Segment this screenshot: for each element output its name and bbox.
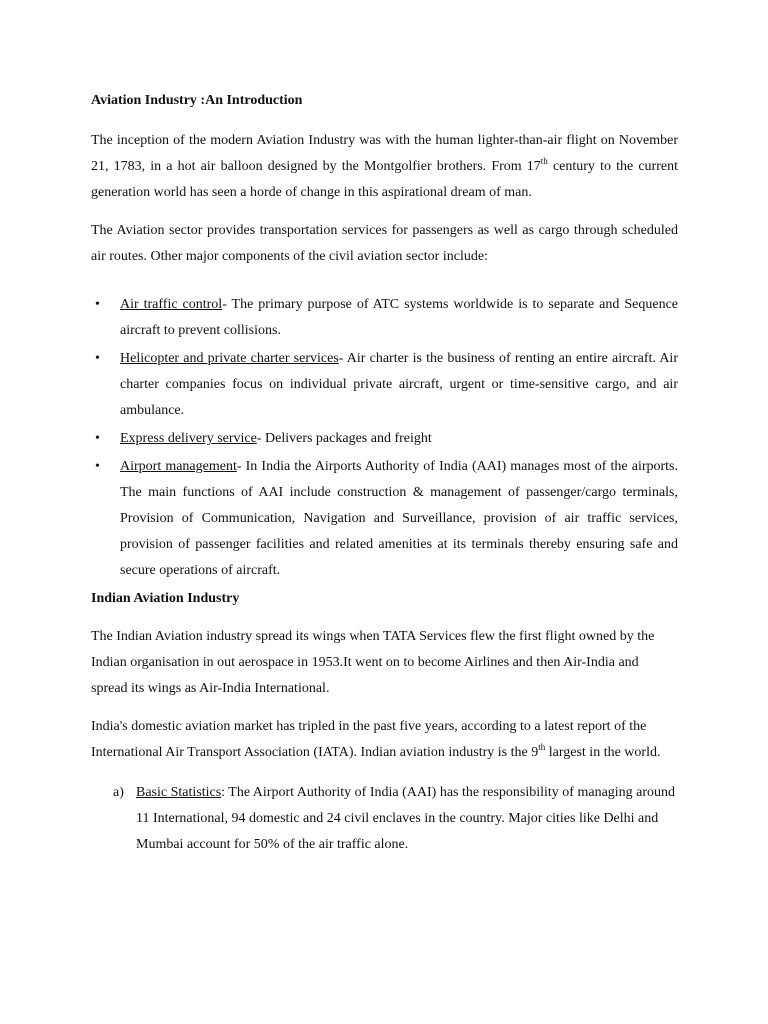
description-express-delivery: - Delivers packages and freight bbox=[256, 431, 432, 446]
intro-paragraph bbox=[91, 128, 678, 206]
domestic-market-paragraph bbox=[91, 714, 678, 766]
section-heading-indian-aviation: Indian Aviation Industry bbox=[91, 591, 240, 606]
document-body bbox=[91, 88, 678, 858]
description-air-traffic-control: - The primary purpose of ATC systems worldwide is to separate and Sequence aircraft to prevent collisions. bbox=[120, 297, 678, 338]
list-item-charter-services bbox=[91, 346, 678, 424]
term-air-traffic-control: Air traffic control bbox=[120, 297, 223, 312]
domestic-superscript: th bbox=[538, 742, 546, 752]
list-item-express-delivery bbox=[91, 426, 678, 452]
document-title: Aviation Industry :An Introduction bbox=[91, 93, 303, 108]
domestic-text-b: largest in the world. bbox=[545, 745, 661, 760]
bullet-icon: • bbox=[95, 459, 100, 474]
term-charter-services: Helicopter and private charter services bbox=[120, 351, 339, 366]
statistics-list bbox=[91, 780, 678, 858]
sector-paragraph: The Aviation sector provides transportation services for passengers as well as cargo through scheduled air routes. Other major components of the civil aviation sector include: bbox=[91, 223, 678, 264]
list-item-air-traffic-control bbox=[91, 292, 678, 344]
intro-text-b: century to the current generation world has seen a horde of change in this aspirational dream of man. bbox=[91, 159, 678, 200]
intro-superscript: th bbox=[540, 156, 548, 166]
components-list bbox=[91, 292, 678, 584]
description-basic-statistics: : The Airport Authority of India (AAI) has the responsibility of managing around 11 International, 94 domestic and 24 civil enclaves in the country. Major cities like Delhi and Mumbai account for 50% of the air traffic alone. bbox=[136, 785, 676, 852]
domestic-text-a: India's domestic aviation market has tripled in the past five years, according to a latest report of the International Air Transport Association (IATA). Indian aviation industry is the 9 bbox=[91, 719, 647, 760]
indian-aviation-paragraph: The Indian Aviation industry spread its wings when TATA Services flew the first flight owned by the Indian organisation in out aerospace in 1953.It went on to become Airlines and then Air-India and spread its wings as Air-India International. bbox=[91, 629, 655, 696]
intro-text-a: The inception of the modern Aviation Industry was with the human lighter-than-air flight on November 21, 1783, in a hot air balloon designed by the Montgolfier brothers. From 17 bbox=[91, 133, 678, 174]
bullet-icon: • bbox=[95, 351, 100, 366]
bullet-icon: • bbox=[95, 431, 100, 446]
term-basic-statistics: Basic Statistics bbox=[136, 785, 222, 800]
list-item-airport-management bbox=[91, 454, 678, 584]
list-marker: a) bbox=[113, 785, 124, 800]
bullet-icon: • bbox=[95, 297, 100, 312]
list-item-basic-statistics bbox=[91, 780, 678, 858]
description-airport-management: - In India the Airports Authority of India (AAI) manages most of the airports. The main functions of AAI include construction & management of passenger/cargo terminals, Provision of Communication, Navigation and Surveillance, provision of air traffic services, provision of passenger facilities and related amenities at its terminals thereby ensuring safe and secure operations of aircraft. bbox=[120, 459, 678, 578]
term-airport-management: Airport management bbox=[120, 459, 237, 474]
description-charter-services: - Air charter is the business of renting an entire aircraft. Air charter companies focus on individual private aircraft, urgent or time-sensitive cargo, and air ambulance. bbox=[120, 351, 678, 418]
term-express-delivery: Express delivery service bbox=[120, 431, 257, 446]
